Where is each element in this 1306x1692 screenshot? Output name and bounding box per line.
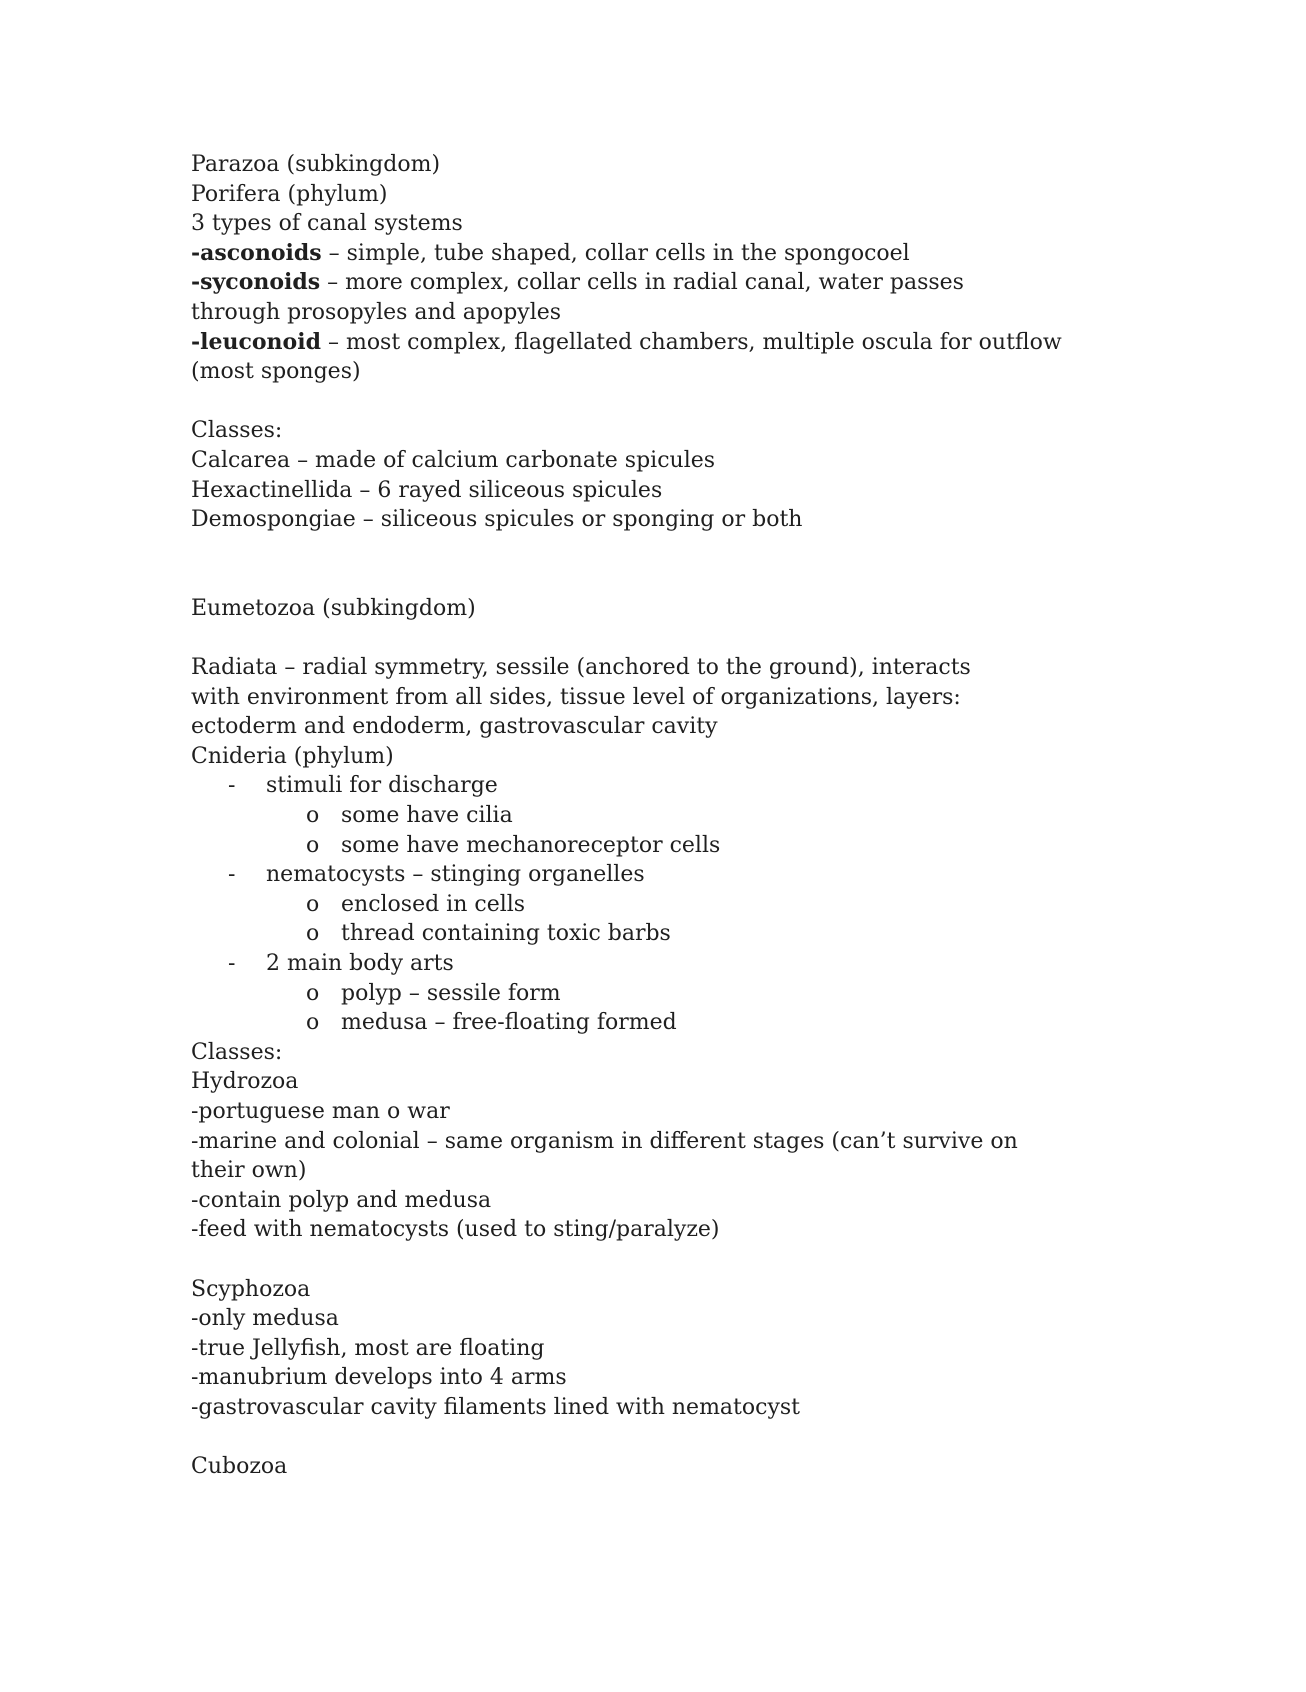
canal-type-asconoids [191, 239, 1121, 269]
scyphozoa-line: -manubrium develops into 4 arms [191, 1365, 567, 1391]
canal-term: -leuconoid [191, 328, 321, 355]
hydrozoa-line: -marine and colonial – same organism in different stages (can’t survive on their own) [191, 1128, 1018, 1184]
hydrozoa-line: -contain polyp and medusa [191, 1187, 492, 1213]
class-scyphozoa: Scyphozoa [191, 1276, 311, 1302]
sub-list-item-text: polyp – sessile form [341, 980, 561, 1006]
list-item-text: nematocysts – stinging organelles [266, 862, 645, 888]
canal-type-leuconoid [191, 328, 1071, 387]
sub-list-item [191, 919, 1121, 949]
dash-marker: - [228, 773, 236, 799]
list-item [191, 771, 1121, 801]
canal-desc: – most complex, flagellated chambers, multiple oscula for outflow (most sponges) [191, 329, 1062, 385]
circle-marker: o [306, 1010, 320, 1036]
class-demospongiae: Demospongiae – siliceous spicules or sponging or both [191, 507, 803, 533]
parazoa-heading: Parazoa (subkingdom) [191, 152, 441, 177]
sub-list-item-text: some have cilia [341, 803, 513, 829]
list-item-text: stimuli for discharge [266, 773, 498, 799]
list-item [191, 949, 1121, 979]
eumetozoa-heading: Eumetozoa (subkingdom) [191, 595, 476, 621]
canal-desc: – simple, tube shaped, collar cells in the spongocoel [321, 240, 910, 266]
circle-marker: o [306, 921, 320, 947]
circle-marker: o [306, 803, 320, 829]
sub-list-item [191, 979, 1121, 1009]
class-calcarea: Calcarea – made of calcium carbonate spicules [191, 447, 716, 473]
sub-list-item [191, 890, 1121, 920]
sub-list-item-text: thread containing toxic barbs [341, 921, 671, 947]
dash-marker: - [228, 951, 236, 977]
canal-systems-intro: 3 types of canal systems [191, 211, 463, 237]
radiata-description: Radiata – radial symmetry, sessile (anchored to the ground), interacts with environment from all sides, tissue level of organizations, layers: ectoderm and endoderm, gastrovascular cavity [191, 655, 971, 740]
canal-term: -asconoids [191, 239, 322, 266]
parazoa-classes-heading: Classes: [191, 418, 283, 444]
sub-list-item [191, 801, 1121, 831]
circle-marker: o [306, 980, 320, 1006]
document-page [191, 150, 1121, 1482]
canal-term: -syconoids [191, 269, 321, 296]
circle-marker: o [306, 891, 320, 917]
sub-list-item-text: medusa – free-floating formed [341, 1010, 677, 1036]
scyphozoa-line: -gastrovascular cavity filaments lined with nematocyst [191, 1394, 801, 1420]
canal-desc: – more complex, collar cells in radial canal, water passes through prosopyles and apopyles [191, 270, 964, 325]
class-hexactinellida: Hexactinellida – 6 rayed siliceous spicules [191, 477, 663, 503]
list-item-text: 2 main body arts [266, 951, 454, 977]
sub-list-item-text: enclosed in cells [341, 891, 526, 917]
cnideria-bullet-list [191, 771, 1121, 1037]
circle-marker: o [306, 832, 320, 858]
scyphozoa-line: -true Jellyfish, most are floating [191, 1335, 545, 1361]
list-item [191, 860, 1121, 890]
eumetozoa-classes-heading: Classes: [191, 1039, 283, 1065]
class-hydrozoa: Hydrozoa [191, 1069, 299, 1095]
cnideria-phylum: Cnideria (phylum) [191, 743, 394, 769]
sub-list-item [191, 1008, 1121, 1038]
canal-type-syconoids [191, 268, 991, 327]
hydrozoa-line: -feed with nematocysts (used to sting/paralyze) [191, 1217, 720, 1243]
sub-list-item [191, 831, 1121, 861]
sub-list-item-text: some have mechanoreceptor cells [341, 832, 721, 858]
scyphozoa-line: -only medusa [191, 1306, 339, 1332]
porifera-phylum: Porifera (phylum) [191, 181, 388, 207]
class-cubozoa: Cubozoa [191, 1454, 288, 1480]
dash-marker: - [228, 862, 236, 888]
hydrozoa-line: -portuguese man o war [191, 1099, 450, 1124]
